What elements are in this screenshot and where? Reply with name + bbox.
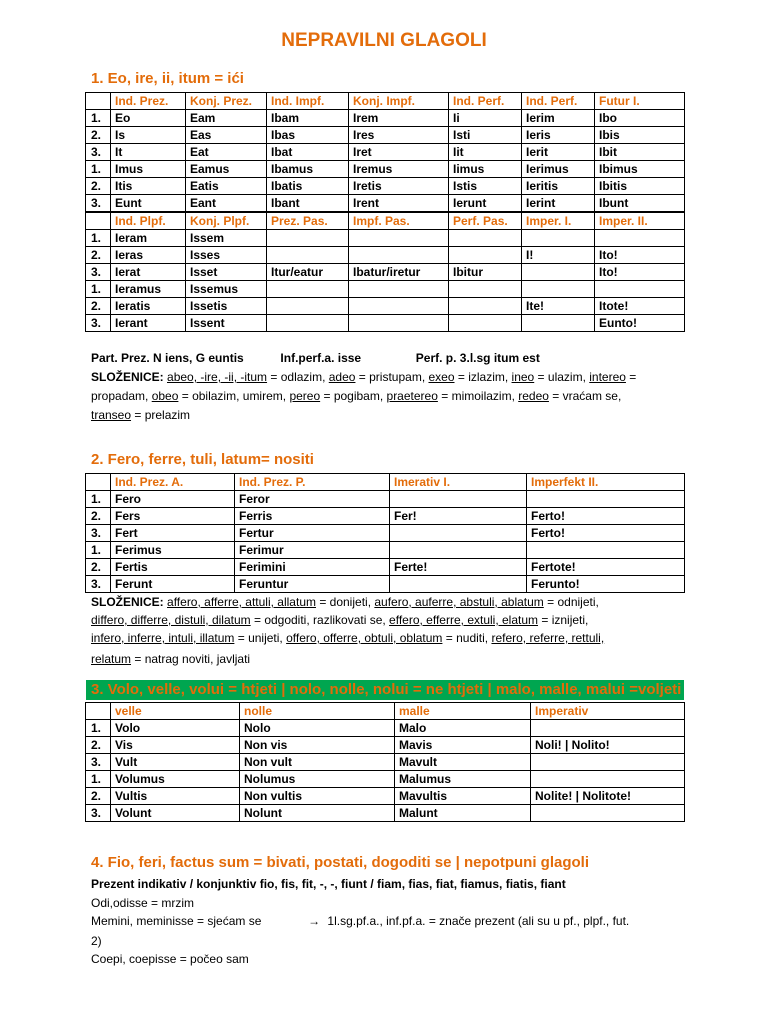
table-cell: Ibitur [449,264,522,281]
table-cell [531,771,685,788]
table-cell: Nolumus [240,771,395,788]
table-cell: Ierat [111,264,186,281]
table-cell: Iret [349,144,449,161]
table-cell [390,525,527,542]
table-cell [522,315,595,332]
compound-verb: ineo [511,370,535,384]
table-cell: Iremus [349,161,449,178]
table-header-row [86,93,685,110]
column-header [86,213,111,230]
table-cell: Eo [111,110,186,127]
table-cell: Mavis [395,737,531,754]
table-row [86,315,685,332]
row-person: 2. [86,127,111,144]
compound-verb: infero, inferre, intuli, illatum [91,631,235,645]
slozenice-2-line4 [91,652,250,666]
row-person: 1. [86,110,111,127]
row-person: 2. [86,298,111,315]
table-cell: Issemus [186,281,267,298]
table-cell [267,315,349,332]
compound-verb: adeo [328,370,356,384]
table-cell: Is [111,127,186,144]
compound-meaning: = mimoilazim, [437,389,519,403]
table-cell [349,298,449,315]
table-cell: Non vult [240,754,395,771]
memini-note: 1l.sg.pf.a., inf.pf.a. = znače prezent (ali su u pf., plpf., fut. [327,914,630,928]
table-cell [527,542,685,559]
compound-verb: offero, offerre, obtuli, oblatum [286,631,443,645]
table-cell [349,230,449,247]
table-cell: Ferunto! [527,576,685,593]
table-cell: Ibamus [267,161,349,178]
compound-verb: redeo [518,389,549,403]
column-header: nolle [240,703,395,720]
table-cell: Ibit [595,144,685,161]
table-cell: Iretis [349,178,449,195]
table-cell: Volunt [111,805,240,822]
table-cell [449,230,522,247]
section-2-heading: 2. Fero, ferre, tuli, latum= nositi [91,451,314,468]
table-cell: Imus [111,161,186,178]
column-header: Imperativ [531,703,685,720]
compound-meaning: = [625,370,637,384]
inf-perf: Inf.perf.a. isse [280,351,362,365]
table-row [86,788,685,805]
row-person: 1. [86,281,111,298]
page-title: NEPRAVILNI GLAGOLI [281,30,487,51]
row-person: 3. [86,315,111,332]
table-cell [390,491,527,508]
row-person: 3. [86,144,111,161]
column-header [86,93,111,110]
slozenice-2-line2 [91,613,588,627]
part-prez: Part. Prez. N iens, G euntis [91,351,244,365]
table-cell: Fertote! [527,559,685,576]
row-person: 3. [86,195,111,212]
slozenice-label-2: SLOŽENICE: [91,595,164,609]
row-person: 1. [86,720,111,737]
table-cell: Vult [111,754,240,771]
row-person: 2. [86,737,111,754]
table-row [86,559,685,576]
slozenice-1-line1 [91,370,636,384]
table-row [86,542,685,559]
compound-meaning: = nuditi, [442,631,492,645]
table-cell: Volumus [111,771,240,788]
table-cell: Ferto! [527,525,685,542]
table-cell [267,281,349,298]
table-cell: Non vis [240,737,395,754]
table-row [86,144,685,161]
table-cell: I! [522,247,595,264]
table-cell [531,720,685,737]
table-cell: Itote! [595,298,685,315]
perf-p: Perf. p. 3.l.sg itum est [415,351,540,365]
table-cell: Fer! [390,508,527,525]
table-cell: Isset [186,264,267,281]
compound-meaning: = natrag noviti, javljati [131,652,251,666]
slozenice-label: SLOŽENICE: [91,370,164,384]
row-person: 3. [86,754,111,771]
table-cell: Issent [186,315,267,332]
table-row [86,247,685,264]
compound-verb: differo, differre, distuli, dilatum [91,613,251,627]
compound-verb: transeo [91,408,132,422]
compound-verb: praetereo [386,389,438,403]
column-header: Konj. Impf. [349,93,449,110]
table-cell: Ierint [522,195,595,212]
slozenice-1-line2 [91,389,621,403]
compound-verb: abeo, -ire, -ii, -itum [167,370,268,384]
row-person: 3. [86,576,111,593]
table-cell: Isti [449,127,522,144]
compound-verb: refero, referre, rettuli, [491,631,605,645]
table-cell [522,264,595,281]
column-header: Konj. Prez. [186,93,267,110]
table-cell: Ito! [595,264,685,281]
row-person: 2. [86,508,111,525]
table-cell: Nolite! | Nolitote! [531,788,685,805]
table-row [86,771,685,788]
table-cell: Noli! | Nolito! [531,737,685,754]
column-header: Ind. Perf. [449,93,522,110]
table-cell [531,754,685,771]
table-row [86,491,685,508]
table-cell: Ierimus [522,161,595,178]
row-person: 2. [86,178,111,195]
table-cell: Feror [235,491,390,508]
column-header: Prez. Pas. [267,213,349,230]
table-cell: Fero [111,491,235,508]
table-cell [527,491,685,508]
table-cell [267,298,349,315]
table-cell: Fert [111,525,235,542]
table-row [86,298,685,315]
table-cell: Feruntur [235,576,390,593]
table-header-row [86,703,685,720]
table-row [86,281,685,298]
table-cell [267,247,349,264]
table-cell [349,281,449,298]
column-header: Ind. Prez. [111,93,186,110]
table-cell [595,281,685,298]
column-header: Imper. II. [595,213,685,230]
table-cell: Eunt [111,195,186,212]
table-cell: Iit [449,144,522,161]
table-header-row [86,474,685,491]
table-cell: Ierunt [449,195,522,212]
table-cell [349,315,449,332]
row-person: 3. [86,805,111,822]
compound-meaning: = iznijeti, [538,613,589,627]
compound-meaning: = izlazim, [454,370,512,384]
table-cell: Malumus [395,771,531,788]
table-cell: Ibant [267,195,349,212]
table-row [86,178,685,195]
slozenice-2-line3 [91,631,604,645]
table-cell: Issetis [186,298,267,315]
row-person: 2. [86,247,111,264]
table-cell: Ieris [522,127,595,144]
column-header: Ind. Impf. [267,93,349,110]
table-cell: Ferimur [235,542,390,559]
table-cell: Istis [449,178,522,195]
table-cell: Irem [349,110,449,127]
eo-table-1 [85,92,685,212]
compound-meaning: = prelazim [131,408,191,422]
table-cell: Irent [349,195,449,212]
table-cell: Ferimus [111,542,235,559]
table-row [86,805,685,822]
table-cell: Ferte! [390,559,527,576]
table-row [86,161,685,178]
table-cell: Ibo [595,110,685,127]
table-cell: Nolunt [240,805,395,822]
compound-verb: relatum [91,652,132,666]
compound-verb: exeo [428,370,455,384]
table-header-row [86,213,685,230]
table-cell: Ibas [267,127,349,144]
table-cell: Volo [111,720,240,737]
table-cell: Ierit [522,144,595,161]
table-cell: Vultis [111,788,240,805]
table-row [86,195,685,212]
column-header: Imerativ I. [390,474,527,491]
section-4-heading: 4. Fio, feri, factus sum = bivati, postati, dogoditi se | nepotpuni glagoli [91,854,589,871]
table-cell: Eas [186,127,267,144]
table-cell: Itis [111,178,186,195]
row-person: 2. [86,788,111,805]
column-header [86,703,111,720]
memini-line [91,914,629,928]
table-cell [522,281,595,298]
table-cell: Fers [111,508,235,525]
table-cell: Ibatis [267,178,349,195]
table-row [86,720,685,737]
column-header: malle [395,703,531,720]
table-cell [449,281,522,298]
column-header: velle [111,703,240,720]
table-row [86,576,685,593]
table-row [86,230,685,247]
table-cell: Ibam [267,110,349,127]
table-cell: Vis [111,737,240,754]
table-cell: Isses [186,247,267,264]
row-person: 3. [86,264,111,281]
coepi-line: Coepi, coepisse = počeo sam [91,952,249,966]
column-header: Perf. Pas. [449,213,522,230]
slozenice-2-line1 [91,595,599,609]
table-cell: Ite! [522,298,595,315]
table-cell: Ieras [111,247,186,264]
table-cell: Ferunt [111,576,235,593]
column-header: Ind. Prez. P. [235,474,390,491]
table-cell: Non vultis [240,788,395,805]
table-row [86,525,685,542]
fio-present-line: Prezent indikativ / konjunktiv fio, fis, fit, -, -, fiunt / fiam, fias, fiat, fiamus, fiatis, fiant [91,877,566,891]
row-person: 1. [86,771,111,788]
compound-verb: affero, afferre, attuli, allatum [167,595,316,609]
fero-table [85,473,685,593]
column-header: Impf. Pas. [349,213,449,230]
table-cell: Ii [449,110,522,127]
table-row [86,127,685,144]
column-header: Konj. Plpf. [186,213,267,230]
column-header: Ind. Prez. A. [111,474,235,491]
table-cell: Ibunt [595,195,685,212]
table-cell [522,230,595,247]
memini-note-cont: 2) [91,934,102,948]
table-cell: Nolo [240,720,395,737]
column-header [86,474,111,491]
table-cell: Ieritis [522,178,595,195]
table-cell [449,298,522,315]
table-cell: Ibat [267,144,349,161]
compound-verb: pereo [289,389,321,403]
table-cell: Malunt [395,805,531,822]
table-cell: Ferto! [527,508,685,525]
table-cell: Eam [186,110,267,127]
table-row [86,110,685,127]
table-cell: Ires [349,127,449,144]
table-cell: Ieratis [111,298,186,315]
table-cell: Itur/eatur [267,264,349,281]
table-cell: Iimus [449,161,522,178]
table-cell: Mavult [395,754,531,771]
column-header: Ind. Perf. [522,93,595,110]
table-cell [390,576,527,593]
table-cell: Ito! [595,247,685,264]
table-cell: Eamus [186,161,267,178]
odi-line: Odi,odisse = mrzim [91,896,195,910]
table-cell: Malo [395,720,531,737]
table-cell [449,247,522,264]
section-1-heading: 1. Eo, ire, ii, itum = ići [91,70,244,87]
compound-meaning: = vraćam se, [548,389,622,403]
compound-meaning: = pristupam, [355,370,429,384]
row-person: 3. [86,525,111,542]
compound-meaning: = donijeti, [315,595,375,609]
column-header: Imperfekt II. [527,474,685,491]
compound-meaning: = unijeti, [234,631,287,645]
table-row [86,508,685,525]
table-cell: Mavultis [395,788,531,805]
compound-meaning: = pogibam, [320,389,387,403]
row-person: 1. [86,542,111,559]
table-cell: Ieram [111,230,186,247]
row-person: 2. [86,559,111,576]
compound-meaning: = odlazim, [267,370,329,384]
table-cell [449,315,522,332]
compound-verb: aufero, auferre, abstuli, ablatum [374,595,544,609]
table-row [86,264,685,281]
section-3-heading: 3. Volo, velle, volui = htjeti | nolo, nolle, nolui = ne htjeti | malo, malle, malui =voljeti [86,680,684,700]
table-cell: Ibimus [595,161,685,178]
compound-meaning: = obilazim, umirem, [178,389,290,403]
compound-verb: effero, efferre, extuli, elatum [389,613,539,627]
compound-meaning: propadam, [91,389,152,403]
table-cell [349,247,449,264]
compound-meaning: = odnijeti, [543,595,599,609]
table-cell: Ieramus [111,281,186,298]
column-header: Imper. I. [522,213,595,230]
table-cell: It [111,144,186,161]
table-cell: Eant [186,195,267,212]
table-row [86,754,685,771]
table-cell [267,230,349,247]
table-cell: Ibitis [595,178,685,195]
table-cell [531,805,685,822]
table-row [86,737,685,754]
compound-verb: intereo [589,370,626,384]
row-person: 1. [86,161,111,178]
arrow-right-icon: → [308,914,321,928]
table-cell: Ierim [522,110,595,127]
compound-meaning: = ulazim, [534,370,590,384]
table-cell: Fertur [235,525,390,542]
table-cell: Fertis [111,559,235,576]
eo-table-2 [85,212,685,332]
volo-table [85,702,685,822]
table-cell: Ierant [111,315,186,332]
table-cell: Ferimini [235,559,390,576]
table-cell: Eat [186,144,267,161]
column-header: Futur I. [595,93,685,110]
compound-meaning: = odgoditi, razlikovati se, [250,613,390,627]
row-person: 1. [86,491,111,508]
table-cell: Eatis [186,178,267,195]
table-cell: Ibatur/iretur [349,264,449,281]
table-cell: Ferris [235,508,390,525]
table-cell: Ibis [595,127,685,144]
table-cell [390,542,527,559]
memini-text: Memini, meminisse = sjećam se [91,914,262,928]
table-cell [595,230,685,247]
compound-verb: obeo [151,389,179,403]
participle-line [91,351,540,365]
slozenice-1-line3 [91,408,190,422]
table-cell: Issem [186,230,267,247]
row-person: 1. [86,230,111,247]
table-cell: Eunto! [595,315,685,332]
column-header: Ind. Plpf. [111,213,186,230]
